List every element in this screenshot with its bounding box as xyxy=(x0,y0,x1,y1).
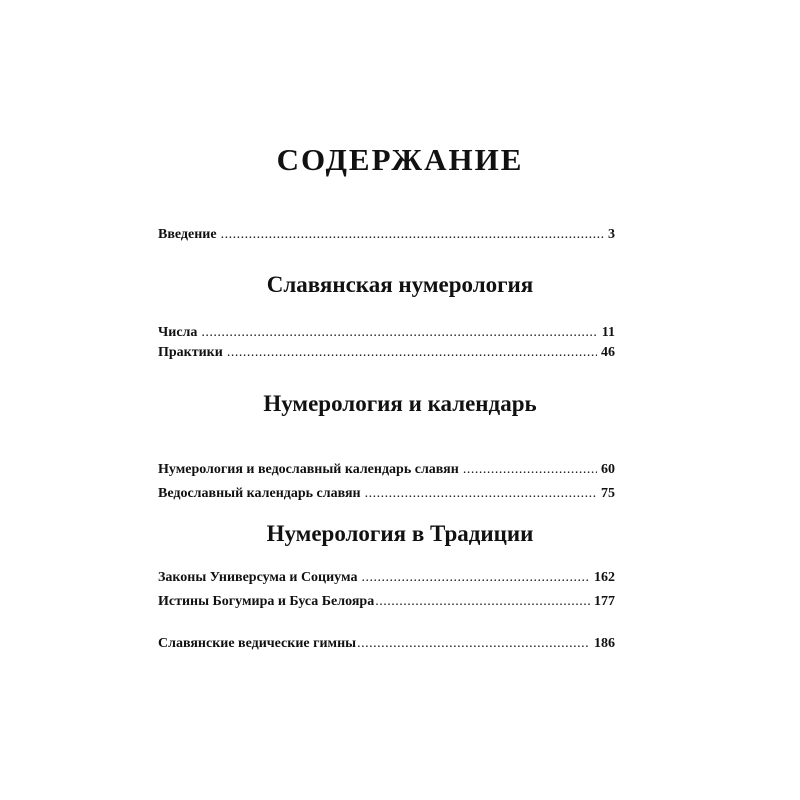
toc-entry-page: 177 xyxy=(594,594,615,609)
toc-leader-dots xyxy=(361,569,590,587)
toc-entry-closing xyxy=(158,635,615,653)
section-heading-numerology: Славянская нумерология xyxy=(266,272,534,297)
toc-entry-page: 162 xyxy=(594,570,615,585)
toc-entry-label: Славянские ведические гимны xyxy=(158,636,357,651)
toc-leader-dots xyxy=(227,344,597,362)
toc-entry-label: Законы Универсума и Социума xyxy=(158,570,358,585)
toc-leader-dots xyxy=(221,226,604,244)
toc-entry-page: 60 xyxy=(601,462,615,477)
toc-entry-page: 75 xyxy=(601,486,615,501)
toc-leader-dots xyxy=(357,635,590,653)
toc-entry xyxy=(158,569,615,587)
toc-entry xyxy=(158,344,615,362)
toc-entry-label: Истины Богумира и Буса Белояра xyxy=(158,594,375,609)
page-title: СОДЕРЖАНИЕ xyxy=(276,142,524,177)
toc-leader-dots xyxy=(365,485,597,503)
toc-entry-page: 186 xyxy=(594,636,615,651)
toc-entry-label: Числа xyxy=(158,325,198,340)
toc-entry-label: Нумерология и ведославный календарь славян xyxy=(158,462,459,477)
toc-entry-label: Введение xyxy=(158,227,217,242)
toc-entry xyxy=(158,461,615,479)
section-heading-calendar: Нумерология и календарь xyxy=(263,391,537,416)
toc-leader-dots xyxy=(463,461,597,479)
toc-entry xyxy=(158,593,615,611)
toc-entry xyxy=(158,324,615,342)
toc-entry xyxy=(158,485,615,503)
toc-entry-intro xyxy=(158,226,615,244)
toc-entry-page: 3 xyxy=(608,227,615,242)
toc-leader-dots xyxy=(375,593,590,611)
toc-entry-page: 11 xyxy=(601,325,615,340)
toc-entry-label: Ведославный календарь славян xyxy=(158,486,361,501)
toc-entry-label: Практики xyxy=(158,345,223,360)
toc-entry-page: 46 xyxy=(601,345,615,360)
toc-leader-dots xyxy=(201,324,597,342)
section-heading-tradition: Нумерология в Традиции xyxy=(266,521,534,546)
